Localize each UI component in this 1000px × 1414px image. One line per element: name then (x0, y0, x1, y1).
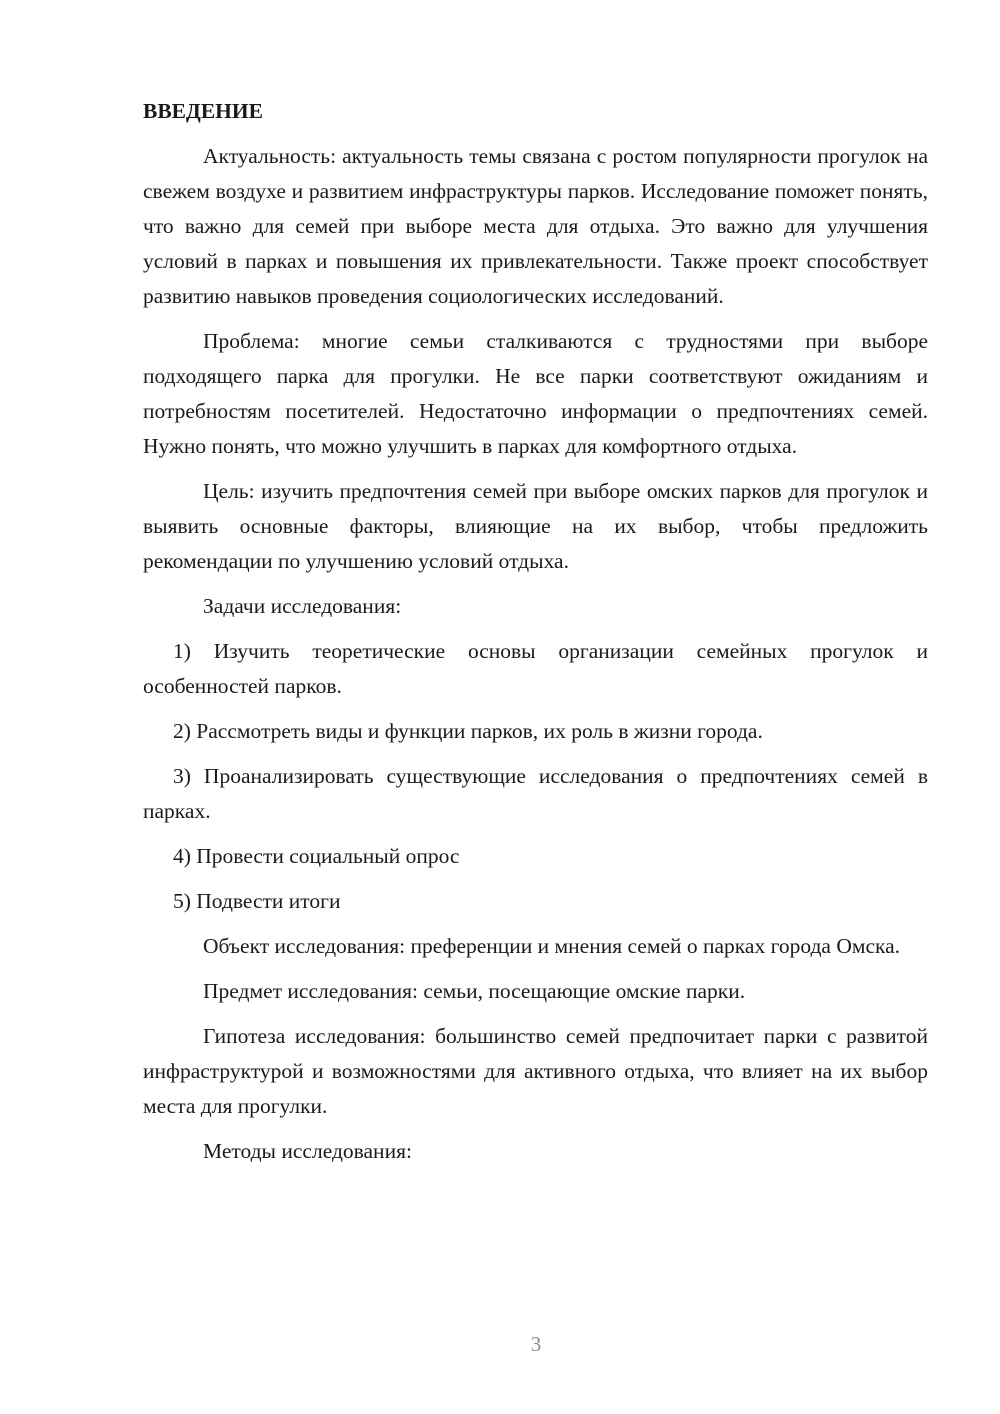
hypothesis-paragraph: Гипотеза исследования: большинство семей предпочитает парки с развитой инфраструктурой и возможностями для активного отдыха, что влияет на их выбор места для прогулки. (143, 1024, 928, 1118)
document-body (143, 94, 928, 1179)
task-item: 3) Проанализировать существующие исследования о предпочтениях семей в парках. (143, 764, 928, 823)
goal-paragraph: Цель: изучить предпочтения семей при выборе омских парков для прогулок и выявить основные факторы, влияющие на их выбор, чтобы предложить рекомендации по улучшению условий отдыха. (143, 479, 928, 573)
page-number: 3 (530, 1332, 542, 1356)
task-item: 4) Провести социальный опрос (173, 844, 460, 868)
task-item: 2) Рассмотреть виды и функции парков, их роль в жизни города. (173, 719, 763, 743)
section-title: ВВЕДЕНИЕ (143, 99, 263, 123)
problem-paragraph: Проблема: многие семьи сталкиваются с трудностями при выборе подходящего парка для прогулки. Не все парки соответствуют ожиданиям и потребностям посетителей. Недостаточно информации о предпочтениях семей. Нужно понять, что можно улучшить в парках для комфортного отдыха. (143, 329, 928, 458)
relevance-paragraph: Актуальность: актуальность темы связана с ростом популярности прогулок на свежем воздухе и развитием инфраструктуры парков. Исследование поможет понять, что важно для семей при выборе места для отдыха. Это важно для улучшения условий в парках и повышения их привлекательности. Также проект способствует развитию навыков проведения социологических исследований. (143, 144, 928, 308)
task-item: 5) Подвести итоги (173, 889, 341, 913)
object-paragraph: Объект исследования: преференции и мнения семей о парках города Омска. (203, 934, 901, 958)
tasks-heading: Задачи исследования: (203, 594, 402, 618)
methods-heading: Методы исследования: (203, 1139, 412, 1163)
subject-paragraph: Предмет исследования: семьи, посещающие омские парки. (203, 979, 746, 1003)
task-item: 1) Изучить теоретические основы организации семейных прогулок и особенностей парков. (143, 639, 928, 698)
